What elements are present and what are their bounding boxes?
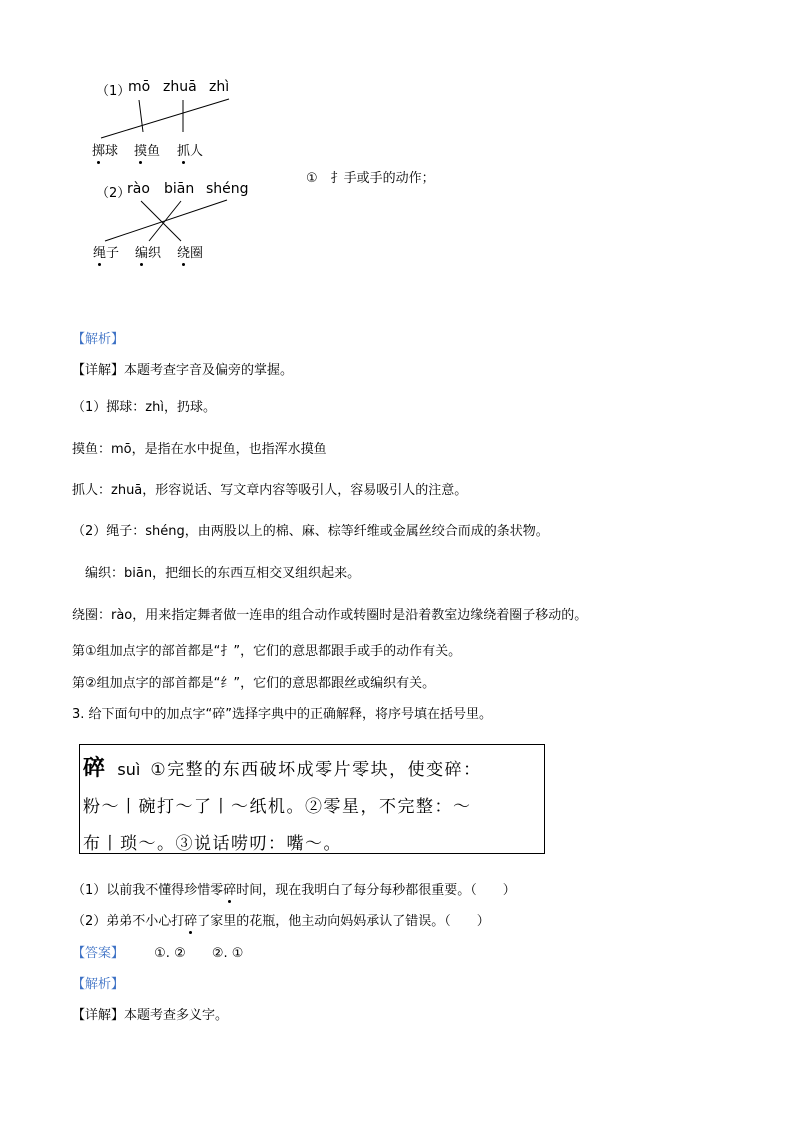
explanation-line: 第②组加点字的部首都是“纟”，它们的意思都跟丝或编织有关。 bbox=[72, 676, 436, 691]
match-line-rao bbox=[141, 201, 181, 241]
row2-word-2: 编织 bbox=[135, 242, 161, 261]
match-line-zhi bbox=[101, 99, 229, 138]
dict-line-2: 粉～丨碗打～了丨～纸机。②零星，不完整：～ bbox=[83, 797, 472, 817]
row2-pinyin-1: rào bbox=[127, 181, 150, 197]
row2-word-3: 绕圈 bbox=[177, 242, 203, 261]
row1-pinyin-3: zhì bbox=[209, 79, 230, 95]
match-line-mo bbox=[139, 100, 143, 132]
row1-pinyin-1: mō bbox=[128, 79, 151, 95]
row2-pinyin-2: biān bbox=[164, 181, 195, 197]
dict-meaning-1: ①完整的东西破坏成零片零块，使变碎： bbox=[150, 760, 482, 780]
sentence-1: （1）以前我不懂得珍惜零碎时间，现在我明白了每分每秒都很重要。（ ） bbox=[72, 879, 516, 898]
dict-line-3: 布丨琐～。③说话唠叨：嘴～。 bbox=[83, 834, 342, 854]
detail-line-2: 【详解】本题考查多义字。 bbox=[72, 1008, 229, 1023]
question-3-title: 3. 给下面句中的加点字“碎”选择字典中的正确解释，将序号填在括号里。 bbox=[72, 707, 493, 722]
analysis-label: 【解析】 bbox=[72, 332, 125, 347]
explanation-line: （2）绳子：shéng，由两股以上的棉、麻、棕等纤维或金属丝绞合而成的条状物。 bbox=[72, 524, 549, 539]
analysis-label-2: 【解析】 bbox=[72, 977, 125, 992]
answer-2: ②. ① bbox=[211, 946, 244, 961]
dict-head-char: 碎 bbox=[83, 756, 107, 781]
row1-number: （1） bbox=[96, 84, 131, 99]
explanation-line: 摸鱼：mō，是指在水中捉鱼，也指浑水摸鱼 bbox=[72, 442, 327, 457]
match-line-sheng bbox=[105, 200, 227, 241]
explanation-line: 第①组加点字的部首都是“扌”，它们的意思都跟手或手的动作有关。 bbox=[72, 644, 462, 659]
matching-lines-diagram bbox=[0, 0, 794, 300]
sentence-2: （2）弟弟不小心打碎了家里的花瓶，他主动向妈妈承认了错误。（ ） bbox=[72, 910, 490, 929]
answer-row bbox=[72, 942, 243, 961]
answer-label: 【答案】 bbox=[72, 946, 125, 961]
explanation-line: 抓人：zhuā，形容说话、写文章内容等吸引人，容易吸引人的注意。 bbox=[72, 483, 468, 498]
detail-line: 【详解】本题考查字音及偏旁的掌握。 bbox=[72, 363, 294, 378]
answer-1: ①. ② bbox=[154, 946, 186, 961]
row2-pinyin-3: shéng bbox=[206, 181, 249, 197]
explanation-line: 绕圈：rào，用来指定舞者做一连串的组合动作或转圈时是沿着教室边缘绕着圈子移动的。 bbox=[72, 608, 588, 623]
row2-word-1: 绳子 bbox=[93, 242, 119, 261]
explanation-line: 编织：biān，把细长的东西互相交叉组织起来。 bbox=[72, 566, 361, 581]
dict-pinyin: suì bbox=[117, 760, 141, 779]
row1-word-3: 抓人 bbox=[177, 140, 203, 159]
row2-number: （2） bbox=[96, 186, 131, 201]
side-note: ① 扌手或手的动作； bbox=[306, 171, 435, 186]
row1-pinyin-2: zhuā bbox=[163, 79, 197, 95]
row1-word-2: 摸鱼 bbox=[134, 140, 160, 159]
explanation-line: （1）掷球：zhì，扔球。 bbox=[72, 400, 216, 415]
dict-line-1 bbox=[83, 751, 482, 782]
dictionary-entry-box bbox=[79, 744, 545, 854]
row1-word-1: 掷球 bbox=[92, 140, 118, 159]
